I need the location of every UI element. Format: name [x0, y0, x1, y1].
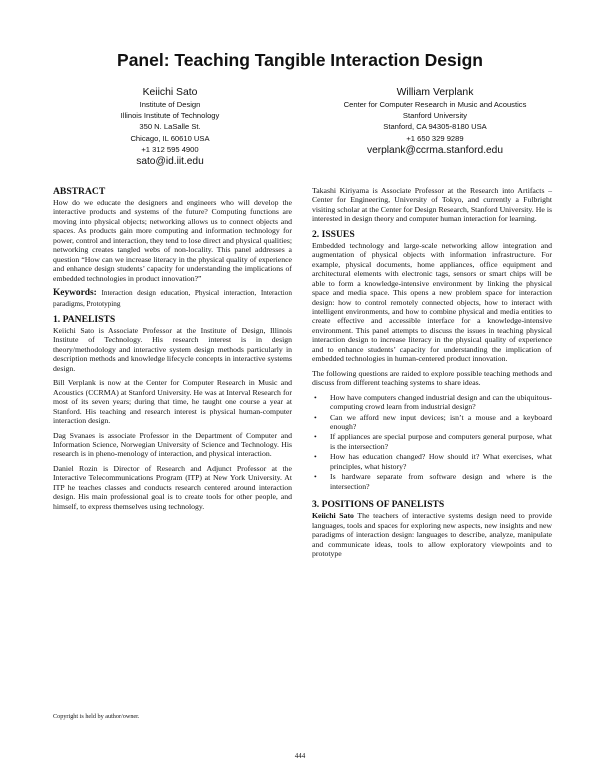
author-block-sato: [60, 86, 280, 168]
paper-title: Panel: Teaching Tangible Interaction Design: [117, 50, 483, 70]
author-phone: +1 312 595 4900: [141, 144, 199, 154]
list-item: [312, 393, 552, 412]
question-text: Is hardware separate from software design and where is the intersection?: [330, 472, 552, 491]
question-text: If appliances are special purpose and computers general purpose, what is the intersection?: [330, 432, 552, 451]
bullet-icon: •: [314, 412, 317, 422]
keywords-text: Interaction design education, Physical interaction, Interaction paradigms, Prototyping: [53, 289, 292, 308]
page-number: 444: [294, 752, 306, 760]
issues-heading: 2. ISSUES: [312, 228, 355, 240]
author-name: Keiichi Sato: [142, 87, 198, 98]
copyright-notice: Copyright is held by author/owner.: [53, 713, 140, 720]
question-text: How have computers changed industrial design and can the ubiquitous-computing crowd learn from industrial design?: [330, 392, 552, 412]
author-email: sato@id.iit.edu: [136, 156, 204, 168]
question-list: [312, 393, 552, 492]
issues-paragraph: Embedded technology and large-scale networking allow integration and augmentation of physical objects with information infrastructure. For example, physical documents, home appliances, office equipment and architectural elements with electronic tags, sensors or smart chips will be able to form a knowledge-intensive environment by linking the physical space and media space. This opens a new problem space for interaction design: how to control remotely connected objects, how to interact with intelligent environments, and how to combine physical and media entities to create effective and accessible interface for a knowledge-intensive environment. This panel attempts to discuss the issues in teaching physical interaction design to increase literacy in the physical quality of experience and to enhance students’ capacity for understanding the implication of embedded technologies in human-centered product innovation.: [312, 240, 552, 364]
list-item: [312, 452, 552, 471]
author-affiliation-line: Stanford University: [402, 111, 468, 121]
issues-paragraph: The following questions are raided to explore possible teaching methods and discuss from different teaching systems to share ideas.: [312, 368, 552, 388]
list-item: [312, 472, 552, 491]
left-column: [53, 186, 292, 516]
abstract-heading: ABSTRACT: [53, 186, 106, 197]
positions-lead: Keiichi Sato: [312, 511, 354, 521]
abstract-text: How do we educate the designers and engineers who will develop the interactive products and systems of the future? Computing functions are moving into physical objects; networking allows us to connect objects and spaces. As products gain more computing and information technology for power, control and interaction, they tend to lose direct and physical qualities; networking creates tangled webs of non-locality. This panel addresses a question “How can we increase literacy in the physical quality of experience and enhance design students’ capacity for understanding the implications of embedded technologies in product innovation?”: [53, 198, 292, 283]
author-name: William Verplank: [396, 87, 474, 98]
panelist-bio: Takashi Kiriyama is Associate Professor at the Research into Artifacts –Center for Engineering, University of Tokyo, and currently a Fulbright visiting scholar at the Center for Design Research, Stanford University. He is interested in design theory and computer human interaction for learning.: [312, 186, 552, 224]
positions-paragraph: [312, 511, 552, 558]
question-text: How has education changed? How should it? What exercises, what principles, what history?: [330, 452, 552, 471]
panelist-bio: Daniel Rozin is Director of Research and Adjunct Professor at the Interactive Telecommunications Program (ITP) at New York University. At ITP he teaches classes and conducts research centered around interaction design. His main professional goal is to create tools for other people, and himself, to express themselves using technology.: [53, 463, 292, 511]
panelist-bio: Keiichi Sato is Associate Professor at the Institute of Design, Illinois Institute of Technology. His research interest is in design theory/methodology and interactive system design methods particularly in description methods and knowledge lifecycle concepts in interactive systems design.: [53, 325, 292, 373]
author-affiliation-line: Illinois Institute of Technology: [120, 111, 220, 121]
bullet-icon: •: [314, 392, 317, 402]
author-address-line: Stanford, CA 94305-8180 USA: [383, 122, 487, 132]
panelist-bio: Dag Svanaes is associate Professor in the Department of Computer and Information Science, Norwegian University of Science and Technology. His research is in pheno-menology of interaction, and physical interaction.: [53, 430, 292, 459]
list-item: [312, 432, 552, 451]
bullet-icon: •: [314, 432, 317, 442]
right-column: [312, 186, 552, 563]
author-email: verplank@ccrma.stanford.edu: [366, 144, 504, 156]
author-block-verplank: [310, 86, 560, 157]
bullet-icon: •: [314, 452, 317, 462]
keywords: [53, 288, 292, 309]
list-item: [312, 413, 552, 432]
bullet-icon: •: [314, 472, 317, 482]
author-address-line: Chicago, IL 60610 USA: [130, 133, 210, 143]
author-affiliation-line: Institute of Design: [139, 100, 201, 109]
author-phone: +1 650 329 9289: [406, 133, 464, 143]
panelists-heading: 1. PANELISTS: [53, 313, 116, 325]
keywords-label: Keywords:: [53, 288, 97, 299]
author-affiliation-line: Center for Computer Research in Music and Acoustics: [343, 100, 527, 109]
panelist-bio: Bill Verplank is now at the Center for Computer Research in Music and Acoustics (CCRMA) at Stanford University. He was at Interval Research for most of its seven years; during that time, he taught one course a year at Stanford. His teaching and research interest is physical human-computer interaction design.: [53, 378, 292, 426]
question-text: Can we afford new input devices; isn’t a mouse and a keyboard enough?: [330, 412, 552, 431]
author-address-line: 350 N. LaSalle St.: [139, 122, 201, 132]
positions-text: The teachers of interactive systems design need to provide languages, tools and spaces for exploring new aspects, new insights and new paradigms of interaction design: languages to describe, analyze, manipulate and communicate ideas, tools to allow exploratory viewpoints and to prototype: [312, 511, 552, 558]
positions-heading: 3. POSITIONS OF PANELISTS: [312, 499, 445, 511]
